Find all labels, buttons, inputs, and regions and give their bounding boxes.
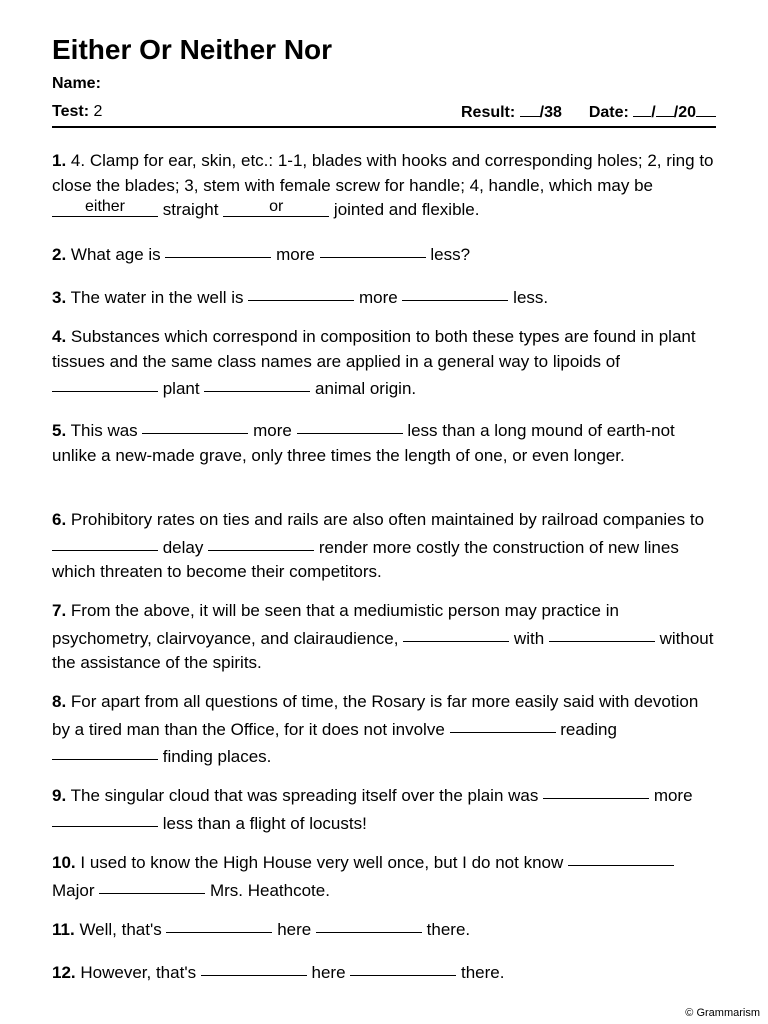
date-year-prefix: /20 — [673, 104, 696, 121]
result-total: /38 — [539, 104, 562, 121]
question-text: less than a long mound of earth-not unlike a new-made grave, only three times the length of one, or even longer. — [52, 421, 675, 465]
question-text: For apart from all questions of time, the Rosary is far more easily said with devotion by a tired man than the Office, for it does not involve — [52, 692, 699, 739]
question-text: Substances which correspond in composition to both these types are found in plant tissues and the same class names are applied in a general way to lipoids of — [52, 327, 696, 371]
question-text: Major — [52, 880, 100, 900]
question-text: render more costly the construction of new lines which threaten to become their competitors. — [52, 537, 679, 581]
question-text: 4. Clamp for ear, skin, etc.: 1-1, blades with hooks and corresponding holes; 2, ring to close the blades; 3, stem with female screw for handle; 4, handle, which may be — [52, 151, 714, 195]
result-label: Result: — [460, 104, 516, 121]
answer-blank[interactable] — [52, 807, 158, 827]
question-number: 5. — [52, 421, 67, 440]
question-number: 9. — [52, 786, 67, 805]
test-value: 2 — [93, 103, 103, 120]
question-number: 6. — [52, 510, 67, 529]
question-text: From the above, it will be seen that a mediumistic person may practice in psychometry, clairvoyance, and clairaudience, — [52, 601, 619, 648]
answer-blank[interactable] — [52, 740, 158, 760]
question-item — [52, 149, 716, 223]
question-item — [52, 416, 716, 468]
test-label: Test: — [52, 103, 90, 120]
question-item — [52, 283, 716, 311]
answer-blank[interactable] — [208, 531, 314, 551]
question-text: The singular cloud that was spreading itself over the plain was — [70, 786, 544, 805]
question-text: delay — [158, 537, 209, 557]
copyright-footer: © Grammarism — [685, 1007, 760, 1019]
question-number: 2. — [52, 245, 67, 264]
question-text: jointed and flexible. — [329, 200, 480, 219]
question-text: Mrs. Heathcote. — [205, 880, 330, 900]
question-number: 7. — [52, 601, 67, 620]
question-number: 3. — [52, 288, 67, 307]
question-number: 4. — [52, 327, 67, 346]
date-label: Date: — [588, 104, 629, 121]
question-text: finding places. — [158, 747, 272, 766]
question-text: What age is — [70, 245, 166, 264]
answer-blank[interactable] — [549, 622, 655, 642]
question-text: This was — [70, 421, 143, 440]
answer-blank[interactable] — [201, 956, 307, 976]
date-month-blank — [633, 102, 651, 117]
answer-blank[interactable] — [450, 713, 556, 733]
question-text: more — [649, 786, 693, 805]
question-number: 10. — [52, 853, 76, 872]
question-text: reading — [555, 719, 617, 739]
question-text: However, that's — [80, 963, 201, 982]
question-text: Prohibitory rates on ties and rails are also often maintained by railroad companies to — [70, 510, 705, 529]
question-item — [52, 325, 716, 402]
header-divider — [52, 126, 716, 128]
answer-blank[interactable] — [320, 238, 426, 258]
result-score-blank — [520, 102, 540, 117]
answer-blank[interactable] — [403, 622, 509, 642]
question-text: with — [509, 628, 549, 648]
answer-blank[interactable] — [316, 913, 422, 933]
question-item — [52, 240, 716, 268]
question-text: less? — [425, 245, 471, 264]
question-item — [52, 781, 716, 836]
question-text: here — [272, 920, 316, 939]
test-info-row — [52, 102, 716, 122]
date-day-blank — [656, 102, 674, 117]
question-text: more — [248, 421, 297, 440]
answer-blank[interactable] — [350, 956, 456, 976]
answer-blank[interactable] — [248, 281, 354, 301]
answer-blank[interactable] — [52, 372, 158, 392]
date-year-blank — [696, 102, 716, 117]
question-text: without the assistance of the spirits. — [52, 628, 714, 672]
question-item — [52, 690, 716, 770]
answer-blank-filled[interactable]: or — [223, 197, 329, 217]
answer-blank-filled[interactable]: either — [52, 197, 158, 217]
question-item — [52, 508, 716, 585]
question-number: 8. — [52, 692, 67, 711]
question-number: 12. — [52, 963, 76, 982]
question-text: more — [271, 245, 320, 264]
answer-blank[interactable] — [297, 414, 403, 434]
name-label: Name: — [52, 75, 101, 92]
question-item — [52, 599, 716, 676]
question-text: here — [306, 963, 351, 982]
answer-blank[interactable] — [165, 238, 271, 258]
question-text: straight — [158, 200, 224, 219]
question-item — [52, 848, 716, 903]
answer-blank[interactable] — [543, 779, 649, 799]
answer-blank[interactable] — [52, 531, 158, 551]
question-text: I used to know the High House very well once, but I do not know — [80, 853, 568, 872]
question-text: there. — [456, 963, 505, 982]
question-text: plant — [158, 379, 205, 398]
answer-blank[interactable] — [204, 372, 310, 392]
question-text: more — [354, 288, 403, 307]
name-field — [52, 74, 101, 94]
question-item — [52, 958, 716, 986]
question-number: 1. — [52, 151, 67, 170]
answer-blank[interactable] — [568, 846, 674, 866]
test-number — [52, 102, 102, 122]
answer-blank[interactable] — [142, 414, 248, 434]
question-text: Well, that's — [79, 920, 167, 939]
question-text: The water in the well is — [70, 288, 249, 307]
date-slash: / — [651, 104, 656, 121]
answer-blank[interactable] — [99, 874, 205, 894]
answer-blank[interactable] — [402, 281, 508, 301]
answer-blank[interactable] — [166, 913, 272, 933]
question-text: there. — [421, 920, 471, 939]
question-text: less. — [508, 288, 549, 307]
worksheet-title: Either Or Neither Nor — [52, 34, 333, 65]
result-date-group — [461, 102, 716, 123]
question-text: animal origin. — [310, 379, 417, 398]
question-item — [52, 915, 716, 943]
question-text: less than a flight of locusts! — [158, 813, 367, 833]
question-number: 11. — [52, 920, 75, 939]
